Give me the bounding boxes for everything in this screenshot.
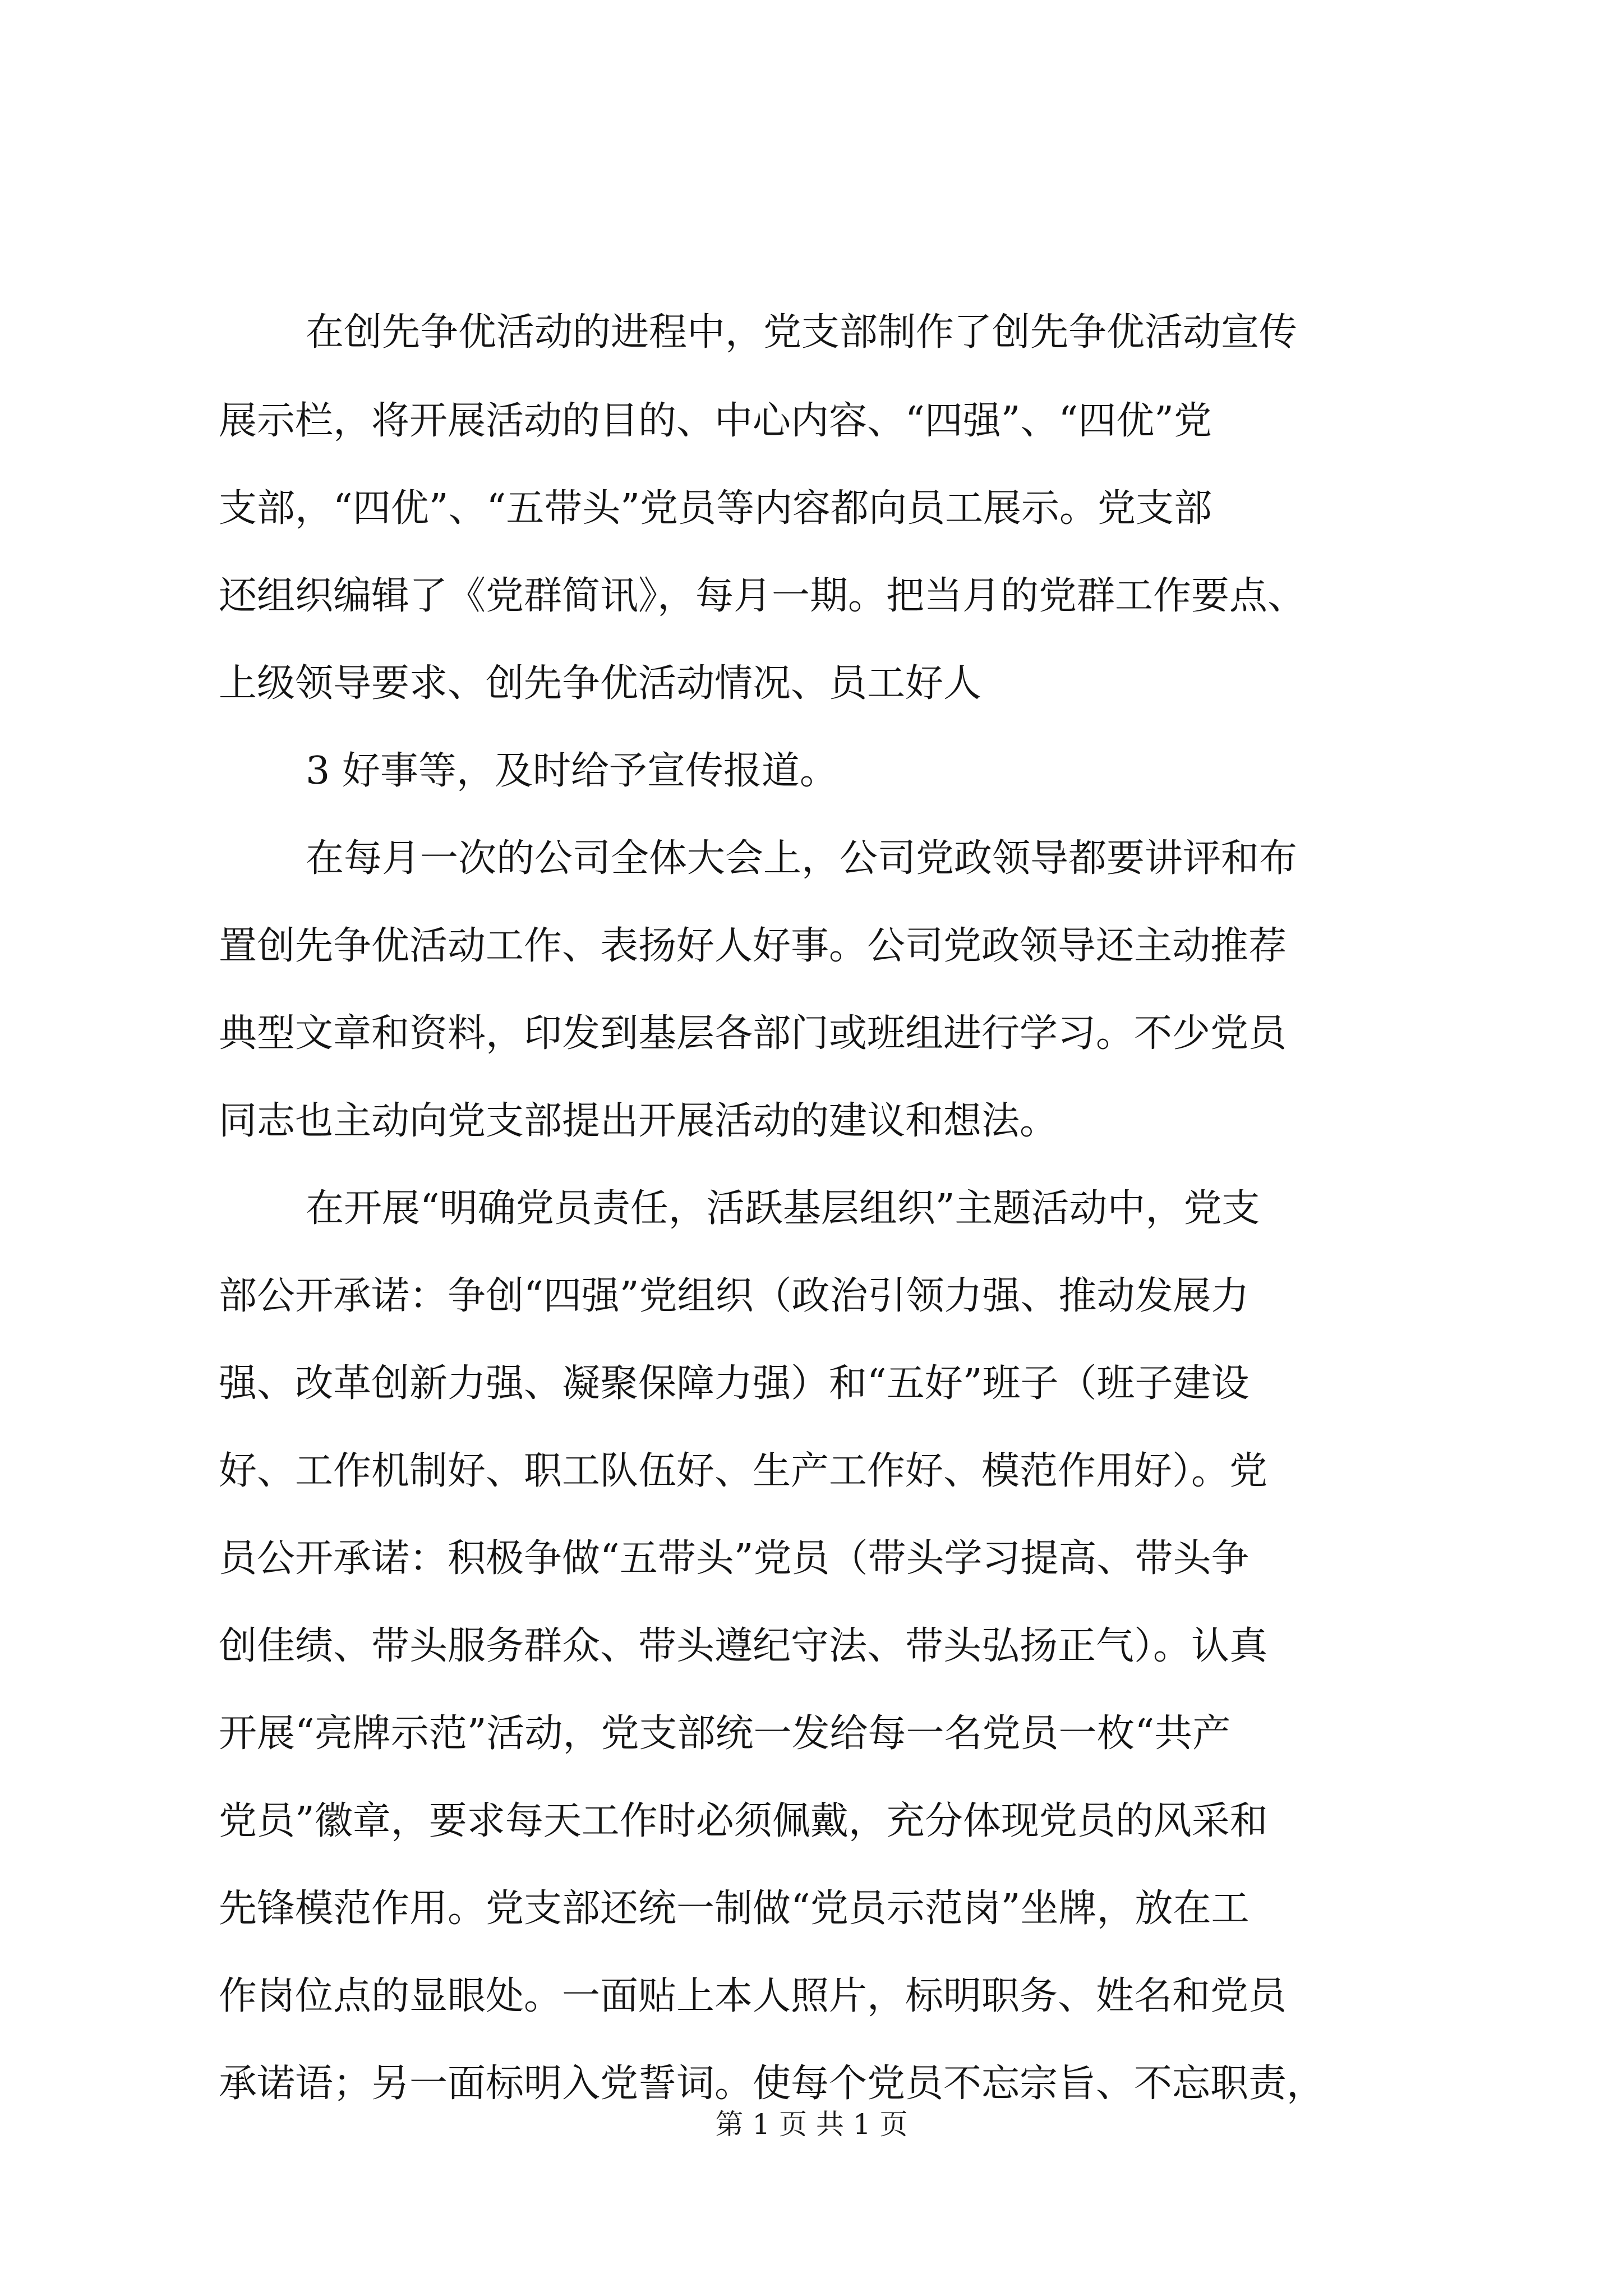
text-line-7: 在每月一次的公司全体大会上，公司党政领导都要讲评和布	[306, 836, 1298, 881]
text-line-13: 强、改革创新力强、凝聚保障力强）和“五好”班子（班子建设	[219, 1361, 1249, 1406]
text-line-19: 先锋模范作用。党支部还统一制做“党员示范岗”坐牌，放在工	[219, 1887, 1249, 1931]
text-line-1: 在创先争优活动的进程中，党支部制作了创先争优活动宣传	[306, 310, 1298, 355]
text-line-3: 支部，“四优”、“五带头”党员等内容都向员工展示。党支部	[219, 486, 1212, 531]
text-line-5: 上级领导要求、创先争优活动情况、员工好人	[219, 661, 982, 706]
text-line-9: 典型文章和资料，印发到基层各部门或班组进行学习。不少党员	[219, 1011, 1287, 1056]
text-line-15: 员公开承诺：积极争做“五带头”党员（带头学习提高、带头争	[219, 1536, 1249, 1581]
page-footer: 第 1 页 共 1 页	[715, 2108, 908, 2141]
text-line-6: 3 好事等，及时给予宣传报道。	[306, 749, 838, 793]
text-line-2: 展示栏，将开展活动的目的、中心内容、“四强”、“四优”党	[219, 399, 1212, 443]
text-line-10: 同志也主动向党支部提出开展活动的建议和想法。	[219, 1099, 1058, 1143]
text-line-4: 还组织编辑了《党群简讯》，每月一期。把当月的党群工作要点、	[219, 574, 1306, 618]
text-line-12: 部公开承诺：争创“四强”党组织（政治引领力强、推动发展力	[219, 1274, 1249, 1318]
text-line-17: 开展“亮牌示范”活动，党支部统一发给每一名党员一枚“共产	[219, 1711, 1231, 1756]
text-line-8: 置创先争优活动工作、表扬好人好事。公司党政领导还主动推荐	[219, 924, 1287, 968]
text-line-20: 作岗位点的显眼处。一面贴上本人照片，标明职务、姓名和党员	[219, 1974, 1287, 2018]
text-line-16: 创佳绩、带头服务群众、带头遵纪守法、带头弘扬正气）。认真	[219, 1624, 1268, 1668]
text-line-11: 在开展“明确党员责任，活跃基层组织”主题活动中，党支	[306, 1186, 1260, 1231]
text-line-14: 好、工作机制好、职工队伍好、生产工作好、模范作用好）。党	[219, 1449, 1268, 1493]
text-line-21: 承诺语；另一面标明入党誓词。使每个党员不忘宗旨、不忘职责，	[219, 2062, 1325, 2106]
text-line-18: 党员”徽章，要求每天工作时必须佩戴，充分体现党员的风采和	[219, 1799, 1268, 1843]
